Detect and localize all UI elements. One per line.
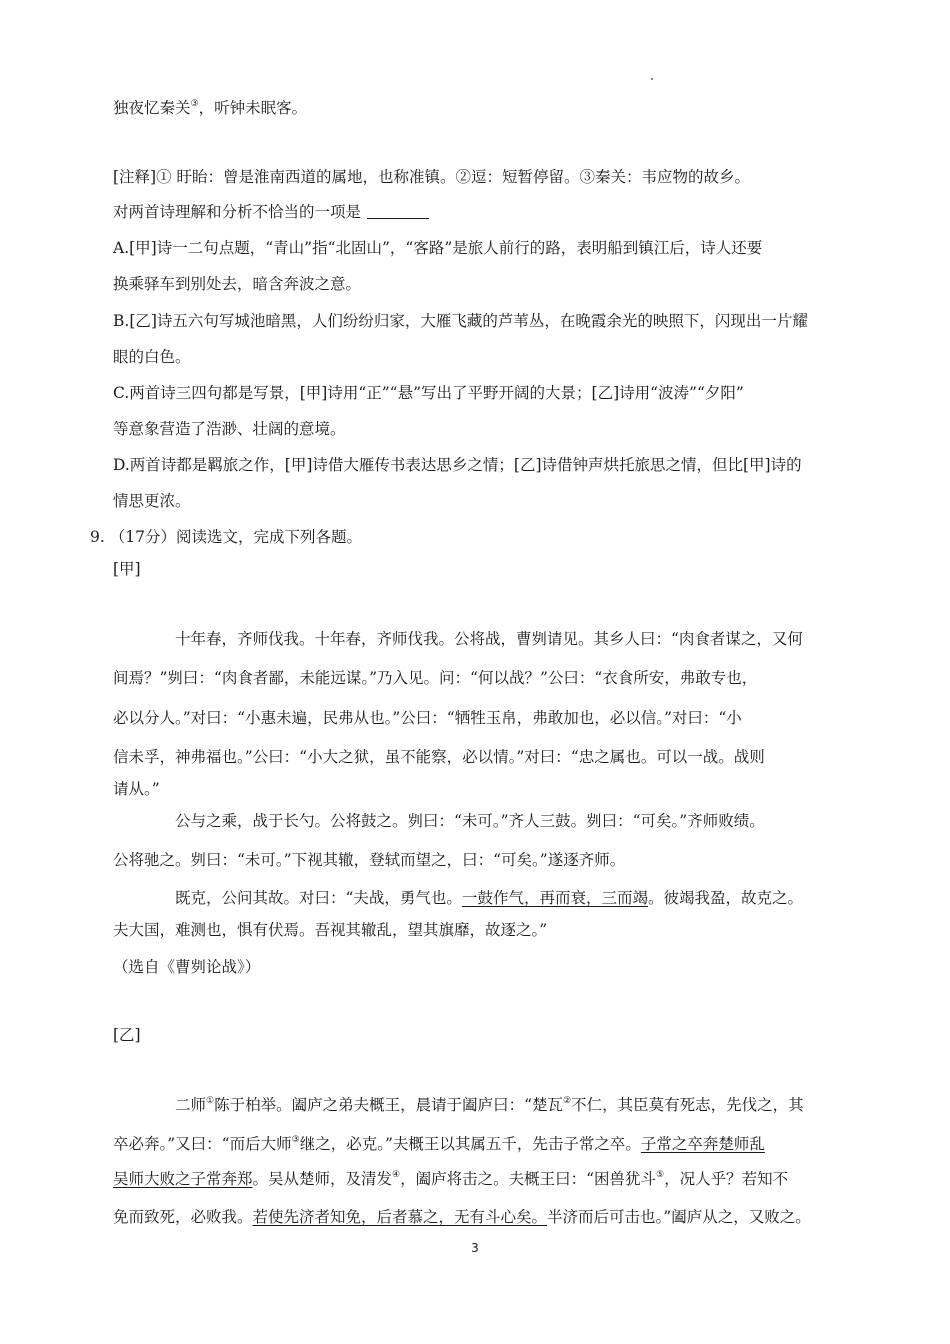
option-a-line-2: 换乘驿车到别处去，暗含奔波之意。 xyxy=(113,275,362,293)
section-yi-label: [乙] xyxy=(113,1026,141,1044)
underlined-sentence: 若使先济者知免，后者慕之，无有斗心矣。 xyxy=(252,1208,548,1226)
jia-para1-line: 必以分人。”对曰：“小惠未遍，民弗从也。”公曰：“牺牲玉帛，弗敢加也，必以信。”对曰：“小 xyxy=(113,709,742,727)
option-c-line-1: C.两首诗三四句都是写景，[甲]诗用“正”“悬”写出了平野开阔的大景；[乙]诗用“波涛”“夕阳” xyxy=(113,384,744,402)
jia-para1-line: 信未孚，神弗福也。”公曰：“小大之狱，虽不能察，必以情。”对曰：“忠之属也。可以一战。战则 xyxy=(113,748,765,766)
option-d-line-2: 情思更浓。 xyxy=(113,492,191,510)
option-b-line-1: B.[乙]诗五六句写城池暗黑，人们纷纷归家，大雁飞藏的芦苇丛，在晚霞余光的映照下，闪现出一片耀 xyxy=(113,312,808,330)
source-note: （选自《曹刿论战》） xyxy=(113,958,261,976)
underlined-sentence: 吴师大败之子常奔郑 xyxy=(113,1170,253,1188)
jia-para3-line: 既克，公问其故。对曰：“夫战，勇气也。一鼓作气，再而衰，三而竭。彼竭我盈，故克之。 xyxy=(175,889,803,907)
underlined-sentence: 一鼓作气，再而衰，三而竭 xyxy=(461,889,648,907)
question-8-stem: 对两首诗理解和分析不恰当的一项是 xyxy=(113,201,429,223)
speck-mark xyxy=(651,78,653,80)
question-9-header: 9. （17分）阅读选文，完成下列各题。 xyxy=(90,528,362,546)
jia-para1-line: 请从。” xyxy=(113,780,160,798)
underlined-sentence: 子常之卒奔楚师乱 xyxy=(640,1135,765,1153)
jia-para1-line: 十年春，齐师伐我。十年春，齐师伐我。公将战，曹刿请见。其乡人曰：“肉食者谋之，又何 xyxy=(175,630,803,648)
notes: [注释]① 盱眙：曾是淮南西道的属地，也称准镇。②逗：短暂停留。③秦关：韦应物的故乡。 xyxy=(113,168,751,186)
jia-para2-line: 公将驰之。刿曰：“未可。”下视其辙，登轼而望之，曰：“可矣。”遂逐齐师。 xyxy=(113,851,626,869)
answer-blank xyxy=(367,204,429,219)
option-c-line-2: 等意象营造了浩渺、壮阔的意境。 xyxy=(113,420,346,438)
yi-line: 卒必奔。”又曰：“而后大师③继之，必克。”夫概王以其属五千，先击子常之卒。子常之卒奔楚师乱 xyxy=(113,1135,765,1153)
poem-line: 独夜忆秦关③，听钟未眠客。 xyxy=(113,99,308,117)
section-jia-label: [甲] xyxy=(113,560,141,578)
yi-line: 二师①陈于柏举。阖庐之弟夫概王，晨请于阖庐曰：“楚瓦②不仁，其臣莫有死志，先伐之，其 xyxy=(175,1096,804,1114)
yi-line: 吴师大败之子常奔郑。吴从楚师，及清发④，阖庐将击之。夫概王曰：“困兽犹斗⑤，况人乎？若知不 xyxy=(113,1170,789,1188)
option-d-line-1: D.两首诗都是羁旅之作，[甲]诗借大雁传书表达思乡之情；[乙]诗借钟声烘托旅思之情，但比[甲]诗的 xyxy=(113,456,802,474)
page-number: 3 xyxy=(471,1241,479,1255)
jia-para3-line: 夫大国，难测也，惧有伏焉。吾视其辙乱，望其旗靡，故逐之。” xyxy=(113,921,548,939)
jia-para1-line: 间焉？”刿曰：“肉食者鄙，未能远谋。”乃入见。问：“何以战？”公曰：“衣食所安，弗敢专也， xyxy=(113,669,758,687)
option-a-line-1: A.[甲]诗一二句点题，“青山”指“北固山”，“客路”是旅人前行的路，表明船到镇江后，诗人还要 xyxy=(113,239,763,257)
option-b-line-2: 眼的白色。 xyxy=(113,348,191,366)
yi-line: 免而致死，必败我。若使先济者知免，后者慕之，无有斗心矣。半济而后可击也。”阖庐从之，又败之。 xyxy=(113,1208,811,1226)
jia-para2-line: 公与之乘，战于长勺。公将鼓之。刿曰：“未可。”齐人三鼓。刿曰：“可矣。”齐师败绩。 xyxy=(175,812,765,830)
